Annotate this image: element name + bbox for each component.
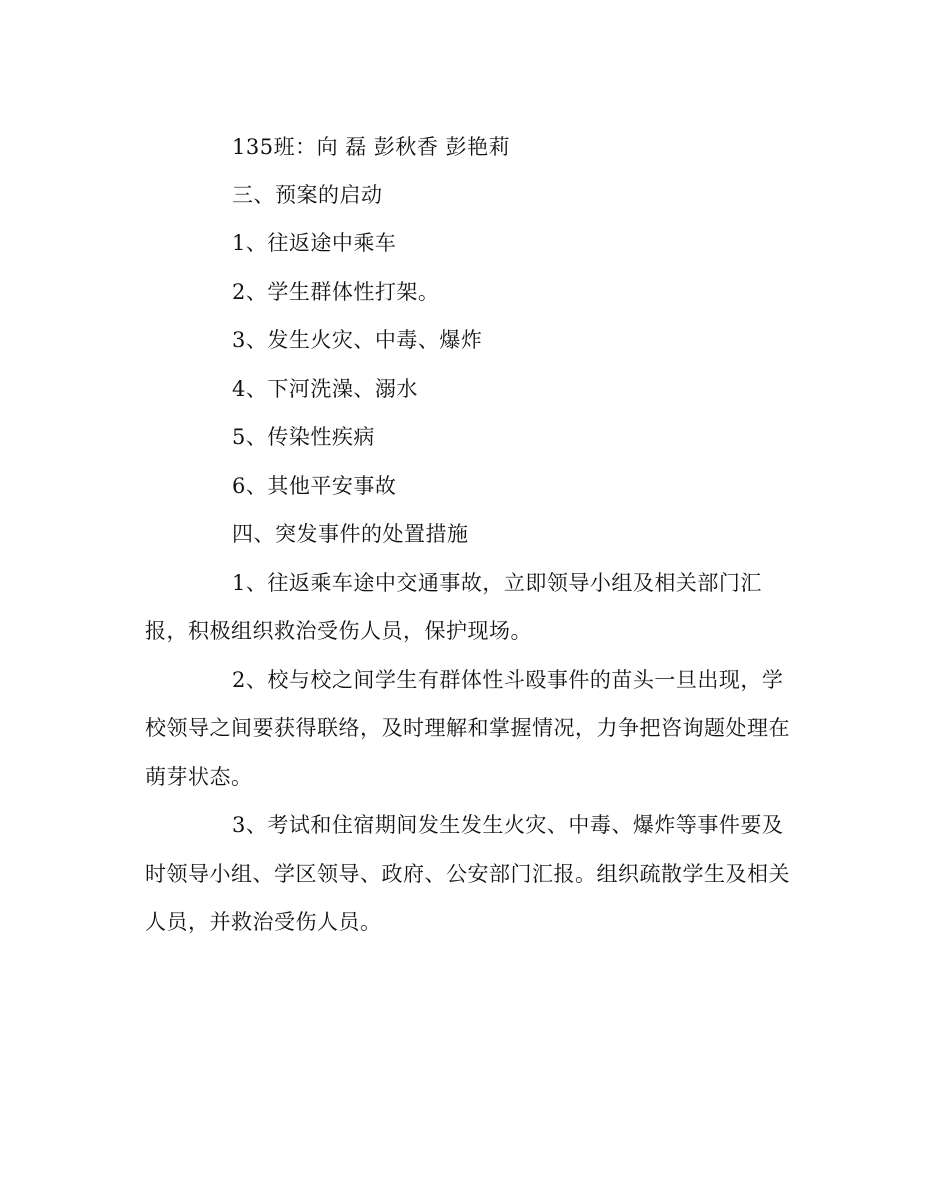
- section-3-item: 6、其他平安事故: [232, 474, 397, 498]
- paragraph-line: 3、考试和住宿期间发生发生火灾、中毒、爆炸等事件要及: [232, 813, 784, 837]
- class-roster-line: 135班：向 磊 彭秋香 彭艳莉: [232, 135, 511, 159]
- paragraph-line: 人员，并救治受伤人员。: [145, 910, 382, 934]
- paragraph-line: 萌芽状态。: [145, 765, 253, 789]
- paragraph-line: 时领导小组、学区领导、政府、公安部门汇报。组织疏散学生及相关: [145, 862, 790, 886]
- section-3-item: 3、发生火灾、中毒、爆炸: [232, 328, 483, 352]
- paragraph-line: 校领导之间要获得联络，及时理解和掌握情况，力争把咨询题处理在: [145, 716, 790, 740]
- section-4-heading: 四、突发事件的处置措施: [232, 522, 469, 546]
- section-3-item: 1、往返途中乘车: [232, 231, 397, 255]
- section-3-heading: 三、预案的启动: [232, 183, 383, 207]
- paragraph-line: 2、校与校之间学生有群体性斗殴事件的苗头一旦出现，学: [232, 668, 784, 692]
- paragraph-line: 报，积极组织救治受伤人员，保护现场。: [145, 619, 532, 643]
- paragraph-line: 1、往返乘车途中交通事故，立即领导小组及相关部门汇: [232, 571, 762, 595]
- section-3-item: 2、学生群体性打架。: [232, 280, 440, 304]
- section-3-item: 5、传染性疾病: [232, 425, 375, 449]
- section-3-item: 4、下河洗澡、溺水: [232, 377, 418, 401]
